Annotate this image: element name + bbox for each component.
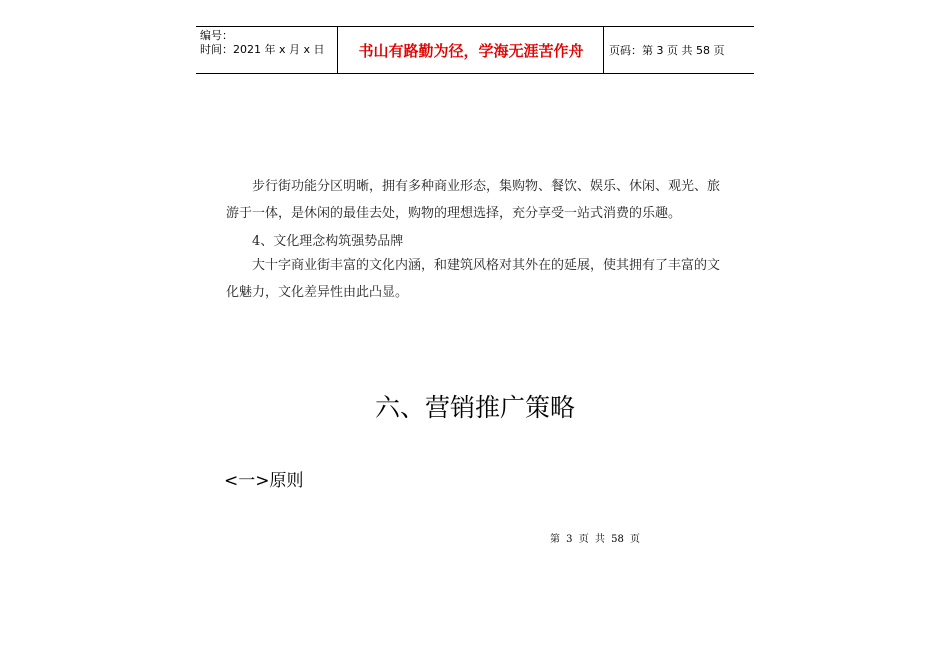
section-title: <一>原则	[224, 471, 304, 491]
header-divider	[337, 27, 338, 73]
header-page-info: 页码：第 3 页 共 58 页	[609, 44, 725, 57]
document-time-label: 时间：2021 年 x 月 x 日	[200, 43, 325, 56]
body-paragraph: 大十字商业街丰富的文化内涵，和建筑风格对其外在的延展，使其拥有了丰富的文化魅力，文化差异性由此凸显。	[226, 258, 721, 300]
body-paragraph: 步行街功能分区明晰，拥有多种商业形态，集购物、餐饮、娱乐、休闲、观光、旅游于一体，是休闲的最佳去处，购物的理想选择，充分享受一站式消费的乐趣。	[226, 179, 721, 221]
header-meta	[200, 29, 325, 57]
chapter-title: 六、营销推广策略	[374, 393, 575, 422]
header-divider	[603, 27, 604, 73]
header-motto: 书山有路勤为径，学海无涯苦作舟	[358, 41, 584, 60]
document-number-label: 编号：	[200, 29, 233, 42]
subheading: 4、文化理念构筑强势品牌	[252, 234, 404, 249]
page-header	[196, 26, 754, 74]
page-footer: 第 3 页 共 58 页	[550, 534, 640, 545]
